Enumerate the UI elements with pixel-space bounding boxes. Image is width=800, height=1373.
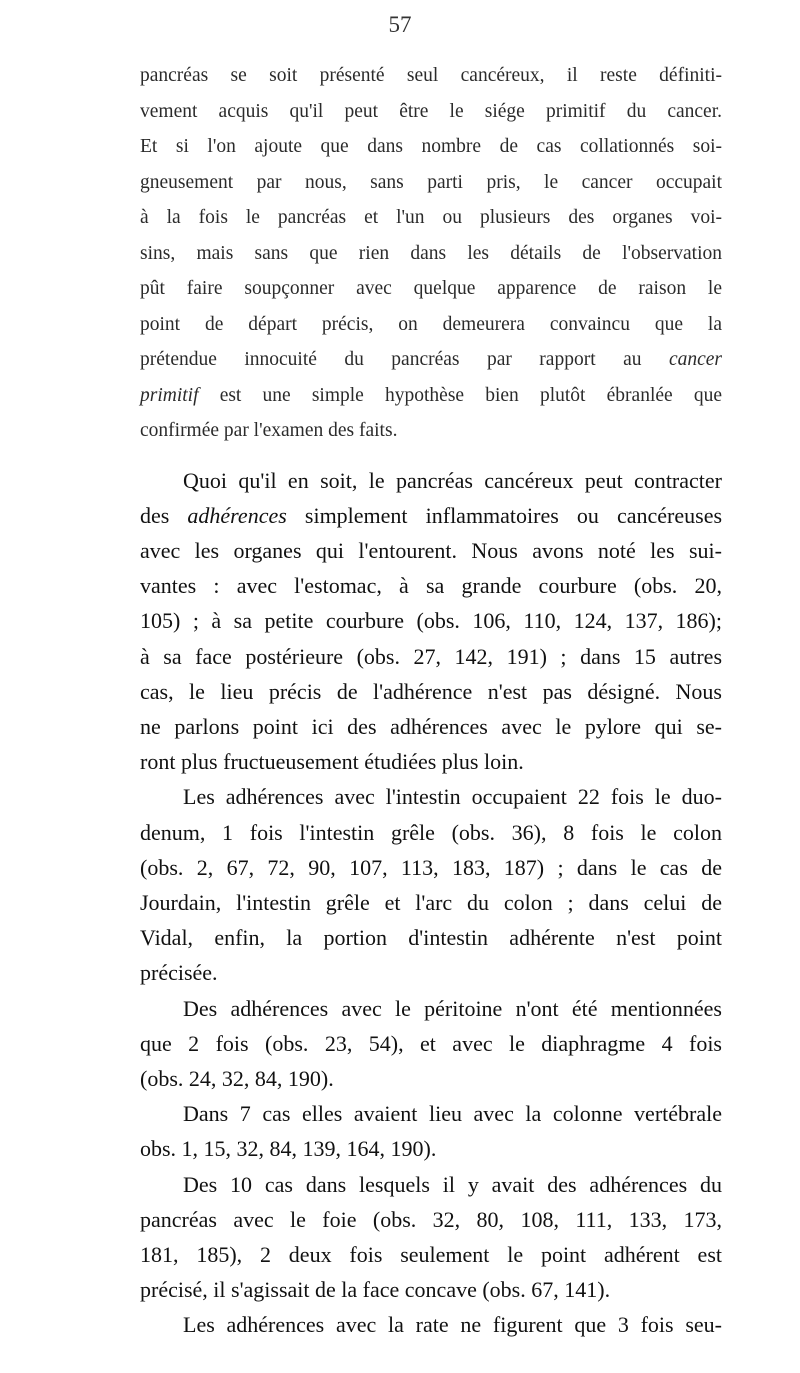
- text-line: vantes : avec l'estomac, à sa grande courbure (obs. 20,: [140, 573, 722, 599]
- italic-term: primitif: [140, 384, 199, 406]
- text-line: confirmée par l'examen des faits.: [140, 420, 398, 441]
- text-line: (obs. 24, 32, 84, 190).: [140, 1065, 334, 1091]
- text-line: Des 10 cas dans lesquels il y avait des adhérences du: [183, 1171, 722, 1197]
- text-line: [140, 342, 722, 378]
- text-line: que 2 fois (obs. 23, 54), et avec le diaphragme 4 fois: [140, 1030, 722, 1056]
- text-line: Et si l'on ajoute que dans nombre de cas collationnés soi-: [140, 136, 722, 157]
- body-text: [140, 58, 722, 1343]
- text-line: Quoi qu'il en soit, le pancréas cancéreux peut contracter: [183, 467, 722, 493]
- text-line: pancréas avec le foie (obs. 32, 80, 108, 111, 133, 173,: [140, 1206, 722, 1232]
- italic-term: adhérences: [187, 502, 287, 528]
- page-number: 57: [388, 12, 412, 37]
- text-segment: des: [140, 502, 170, 528]
- text-line: 181, 185), 2 deux fois seulement le point adhérent est: [140, 1241, 722, 1267]
- text-line: gneusement par nous, sans parti pris, le cancer occupait: [140, 171, 722, 193]
- paragraph-3: [140, 779, 722, 990]
- paragraph-4: [140, 991, 722, 1097]
- text-line: Les adhérences avec la rate ne figurent que 3 fois seu-: [183, 1312, 722, 1338]
- text-segment: est une simple hypothèse bien plutôt ébranlée que: [219, 384, 722, 406]
- text-line: cas, le lieu précis de l'adhérence n'est pas désigné. Nous: [140, 678, 722, 704]
- text-line: précisé, il s'agissait de la face concave (obs. 67, 141).: [140, 1277, 611, 1303]
- text-line: (obs. 2, 67, 72, 90, 107, 113, 183, 187) ; dans le cas de: [140, 854, 722, 880]
- text-line: à la fois le pancréas et l'un ou plusieurs des organes voi-: [140, 207, 722, 228]
- text-line: Des adhérences avec le péritoine n'ont été mentionnées: [183, 995, 722, 1021]
- text-line: 105) ; à sa petite courbure (obs. 106, 110, 124, 137, 186);: [140, 608, 722, 634]
- text-segment: prétendue innocuité du pancréas par rapport au: [140, 349, 642, 370]
- text-line: obs. 1, 15, 32, 84, 139, 164, 190).: [140, 1136, 437, 1162]
- text-line: à sa face postérieure (obs. 27, 142, 191) ; dans 15 autres: [140, 643, 722, 669]
- text-line: avec les organes qui l'entourent. Nous avons noté les sui-: [140, 537, 722, 563]
- paragraph-6: [140, 1167, 722, 1308]
- paragraph-1: [140, 58, 722, 449]
- text-line: sins, mais sans que rien dans les détails de l'observation: [140, 242, 722, 264]
- text-line: [140, 498, 722, 533]
- text-line: Jourdain, l'intestin grêle et l'arc du colon ; dans celui de: [140, 889, 722, 915]
- text-line: Dans 7 cas elles avaient lieu avec la colonne vertébrale: [183, 1101, 722, 1127]
- text-line: ront plus fructueusement étudiées plus loin.: [140, 749, 524, 775]
- paragraph-2: [140, 463, 722, 780]
- text-line: pancréas se soit présenté seul cancéreux, il reste définiti-: [140, 65, 722, 86]
- text-line: [140, 378, 722, 414]
- text-line: Les adhérences avec l'intestin occupaient 22 fois le duo-: [183, 784, 722, 810]
- text-line: ne parlons point ici des adhérences avec le pylore qui se-: [140, 713, 722, 739]
- text-line: précisée.: [140, 960, 218, 986]
- text-line: point de départ précis, on demeurera convaincu que la: [140, 313, 722, 335]
- italic-term: cancer: [668, 349, 722, 370]
- text-line: vement acquis qu'il peut être le siége primitif du cancer.: [140, 100, 722, 122]
- text-line: denum, 1 fois l'intestin grêle (obs. 36), 8 fois le colon: [140, 819, 722, 845]
- paragraph-7: [140, 1307, 722, 1342]
- text-line: pût faire soupçonner avec quelque apparence de raison le: [140, 278, 722, 299]
- text-line: Vidal, enfin, la portion d'intestin adhérente n'est point: [140, 925, 722, 951]
- paragraph-5: [140, 1096, 722, 1166]
- text-segment: simplement inflammatoires ou cancéreuses: [304, 502, 723, 528]
